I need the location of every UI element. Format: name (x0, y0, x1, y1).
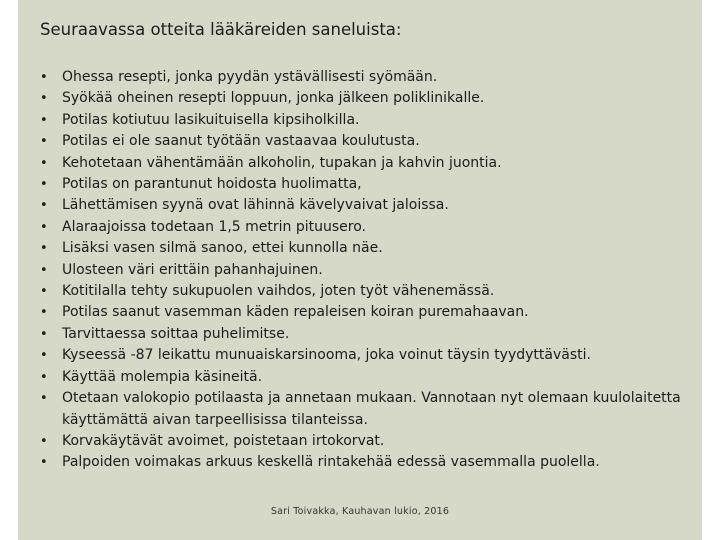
list-item: • Kyseessä -87 leikattu munuaiskarsinooma, joka voinut täysin tyydyttävästi. (40, 345, 690, 366)
list-item: • Kehotetaan vähentämään alkoholin, tupakan ja kahvin juontia. (40, 153, 690, 174)
list-item: • Tarvittaessa soittaa puhelimitse. (40, 324, 690, 345)
list-item: • Alaraajoissa todetaan 1,5 metrin pituusero. (40, 217, 690, 238)
list-item: • Ulosteen väri erittäin pahanhajuinen. (40, 260, 690, 281)
slide-title: Seuraavassa otteita lääkäreiden saneluista: (40, 20, 402, 39)
list-item: • Potilas saanut vasemman käden repaleisen koiran puremahaavan. (40, 302, 690, 323)
list-item: • Syökää oheinen resepti loppuun, jonka jälkeen poliklinikalle. (40, 88, 690, 109)
list-item: • Ohessa resepti, jonka pyydän ystävällisesti syömään. (40, 67, 690, 88)
list-item: • Potilas ei ole saanut työtään vastaavaa koulutusta. (40, 131, 690, 152)
slide-footer: Sari Toivakka, Kauhavan lukio, 2016 (270, 506, 450, 517)
list-item: • Lisäksi vasen silmä sanoo, ettei kunnolla näe. (40, 238, 690, 259)
list-item: • Käyttää molempia käsineitä. (40, 367, 690, 388)
slide (18, 0, 702, 540)
list-item: • Potilas kotiutuu lasikuituisella kipsiholkilla. (40, 110, 690, 131)
list-item: • Kotitilalla tehty sukupuolen vaihdos, joten työt vähenemässä. (40, 281, 690, 302)
list-item: • Potilas on parantunut hoidosta huolimatta, (40, 174, 690, 195)
list-item: • Otetaan valokopio potilaasta ja annetaan mukaan. Vannotaan nyt olemaan kuulolaitetta käyttämättä aivan tarpeellisissa tilanteissa. (40, 388, 690, 431)
list-item: • Palpoiden voimakas arkuus keskellä rintakehää edessä vasemmalla puolella. (40, 452, 690, 473)
list-item: • Lähettämisen syynä ovat lähinnä kävelyvaivat jaloissa. (40, 195, 690, 216)
list-item: • Korvakäytävät avoimet, poistetaan irtokorvat. (40, 431, 690, 452)
bullet-list (40, 67, 690, 474)
